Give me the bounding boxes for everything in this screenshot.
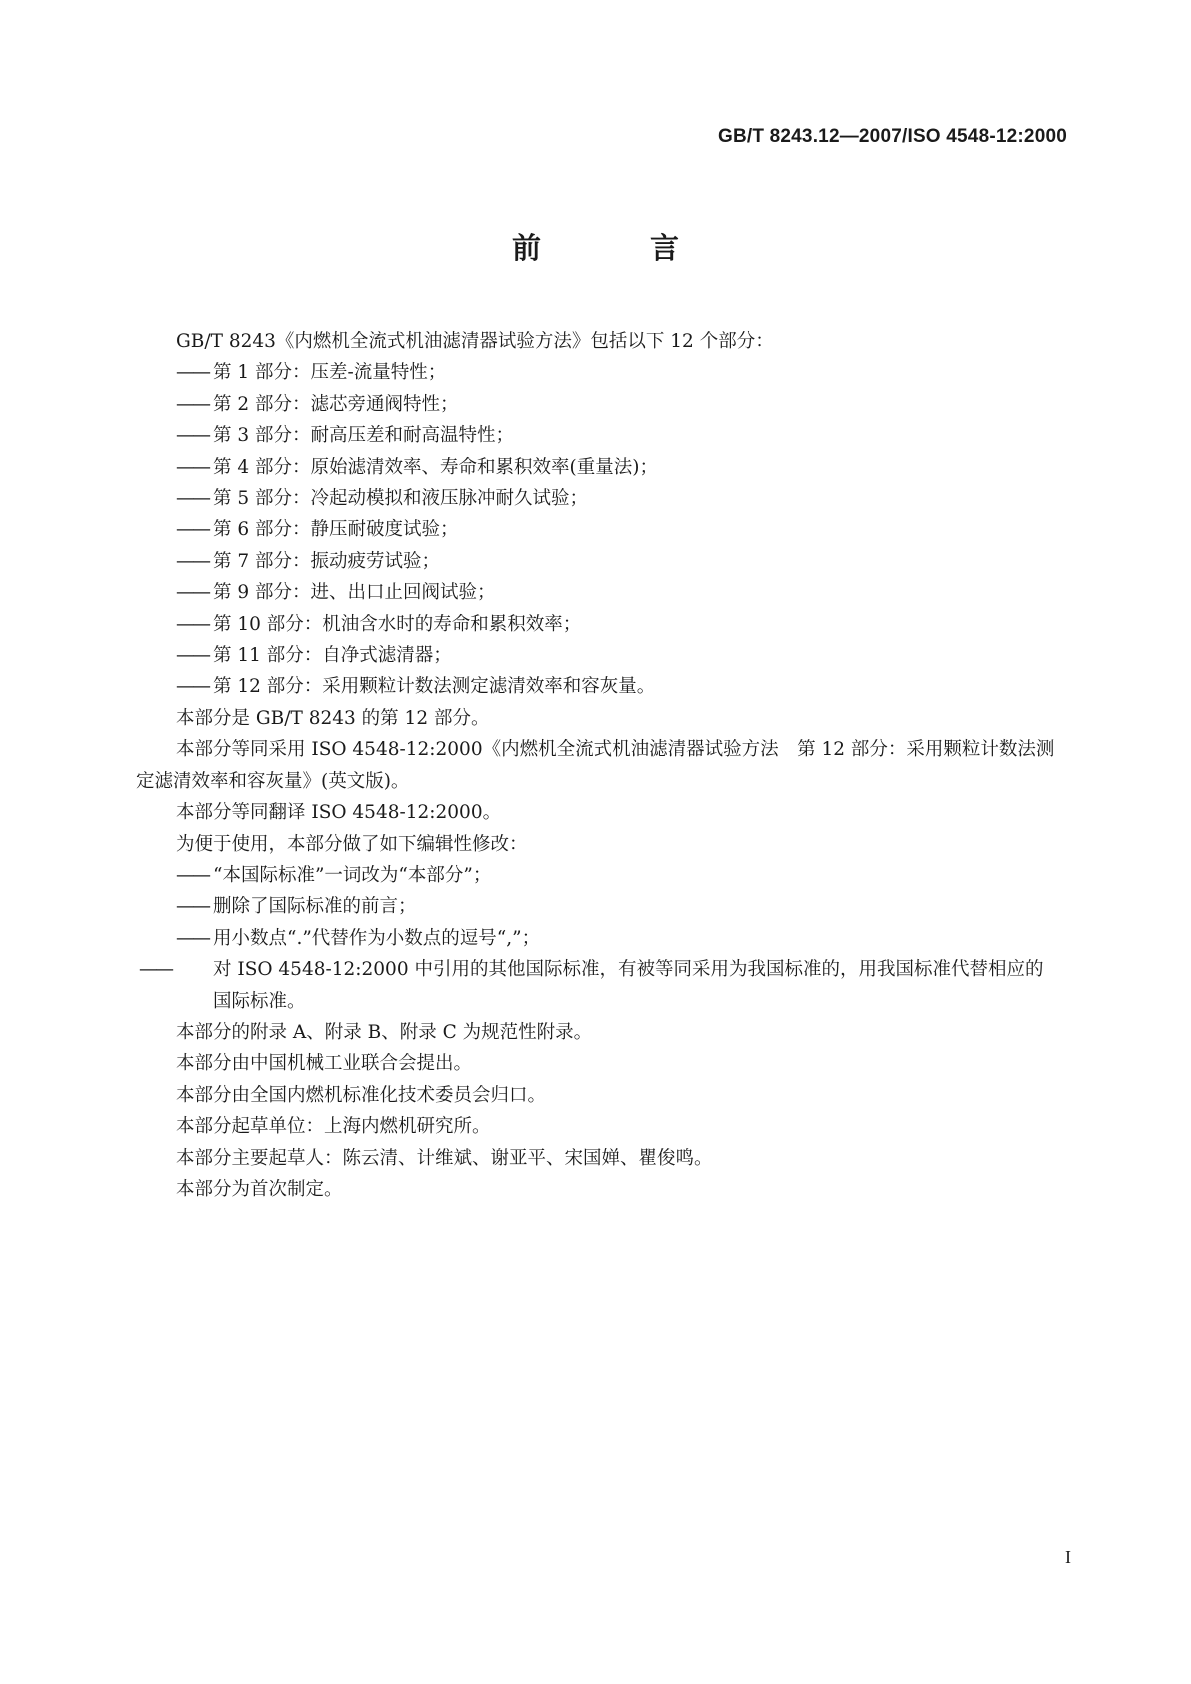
dash-mark: —— [176, 425, 209, 447]
dash-mark: —— [176, 488, 209, 510]
part-item-text: 第 12 部分：采用颗粒计数法测定滤清效率和容灰量。 [213, 676, 656, 698]
dash-mark: —— [139, 959, 172, 981]
dash-mark: —— [176, 645, 209, 667]
list-item [136, 514, 1056, 545]
dash-mark: —— [176, 676, 209, 698]
dash-mark: —— [176, 896, 209, 918]
list-item [136, 577, 1056, 608]
this-part-paragraph: 本部分是 GB/T 8243 的第 12 部分。 [176, 707, 490, 729]
part-item-text: 第 2 部分：滤芯旁通阀特性； [213, 393, 459, 415]
drafters-paragraph: 本部分主要起草人：陈云清、计维斌、谢亚平、宋国婵、瞿俊鸣。 [176, 1147, 713, 1169]
page-title: 前 言 [511, 231, 719, 265]
list-item [136, 640, 1056, 671]
dash-mark: —— [176, 519, 209, 541]
dash-mark: —— [176, 550, 209, 572]
dash-mark: —— [176, 927, 209, 949]
part-item-text: 第 9 部分：进、出口止回阀试验； [213, 582, 496, 604]
list-item [136, 923, 1056, 954]
list-item [136, 671, 1056, 702]
part-item-text: 第 4 部分：原始滤清效率、寿命和累积效率(重量法)； [213, 456, 658, 478]
annexes-paragraph: 本部分的附录 A、附录 B、附录 C 为规范性附录。 [176, 1021, 593, 1043]
part-item-text: 第 1 部分：压差-流量特性； [213, 362, 447, 384]
part-item-text: 第 5 部分：冷起动模拟和液压脉冲耐久试验； [213, 488, 589, 510]
standard-code: GB/T 8243.12—2007/ISO 4548-12:2000 [717, 126, 1067, 147]
first-edition-paragraph: 本部分为首次制定。 [176, 1178, 343, 1200]
list-item [136, 954, 1056, 1017]
list-item [136, 420, 1056, 451]
edit-item-text: “本国际标准”一词改为“本部分”； [213, 864, 492, 886]
edit-item-text: 删除了国际标准的前言； [213, 896, 417, 918]
part-item-text: 第 6 部分：静压耐破度试验； [213, 519, 459, 541]
dash-mark: —— [176, 613, 209, 635]
part-item-text: 第 3 部分：耐高压差和耐高温特性； [213, 425, 515, 447]
adoption-paragraph: 本部分等同采用 ISO 4548-12:2000《内燃机全流式机油滤清器试验方法 第 12 部分：采用颗粒计数法测定滤清效率和容灰量》(英文版)。 [136, 739, 1055, 792]
edits-intro-paragraph: 为便于使用，本部分做了如下编辑性修改： [176, 833, 528, 855]
intro-paragraph: GB/T 8243《内燃机全流式机油滤清器试验方法》包括以下 12 个部分： [176, 331, 774, 352]
list-item [136, 389, 1056, 420]
drafting-unit-paragraph: 本部分起草单位：上海内燃机研究所。 [176, 1116, 491, 1138]
list-item [136, 860, 1056, 891]
list-item [136, 546, 1056, 577]
list-item [136, 452, 1056, 483]
page-number: I [1065, 1547, 1071, 1567]
list-item [136, 483, 1056, 514]
edit-item-text: 用小数点“.”代替作为小数点的逗号“,”； [213, 927, 541, 949]
part-item-text: 第 10 部分：机油含水时的寿命和累积效率； [213, 613, 582, 635]
foreword-body [136, 326, 1056, 1205]
translation-paragraph: 本部分等同翻译 ISO 4548-12:2000。 [176, 802, 502, 824]
part-item-text: 第 11 部分：自净式滤清器； [213, 645, 452, 667]
part-item-text: 第 7 部分：振动疲劳试验； [213, 550, 441, 572]
edit-item-text: 对 ISO 4548-12:2000 中引用的其他国际标准，有被等同采用为我国标准的，用我国标准代替相应的国际标准。 [213, 959, 1044, 1012]
dash-mark: —— [176, 456, 209, 478]
list-item [136, 357, 1056, 388]
list-item [136, 609, 1056, 640]
proposed-by-paragraph: 本部分由中国机械工业联合会提出。 [176, 1053, 473, 1075]
dash-mark: —— [176, 362, 209, 384]
dash-mark: —— [176, 864, 209, 886]
dash-mark: —— [176, 393, 209, 415]
centralized-by-paragraph: 本部分由全国内燃机标准化技术委员会归口。 [176, 1084, 547, 1106]
dash-mark: —— [176, 582, 209, 604]
list-item [136, 891, 1056, 922]
